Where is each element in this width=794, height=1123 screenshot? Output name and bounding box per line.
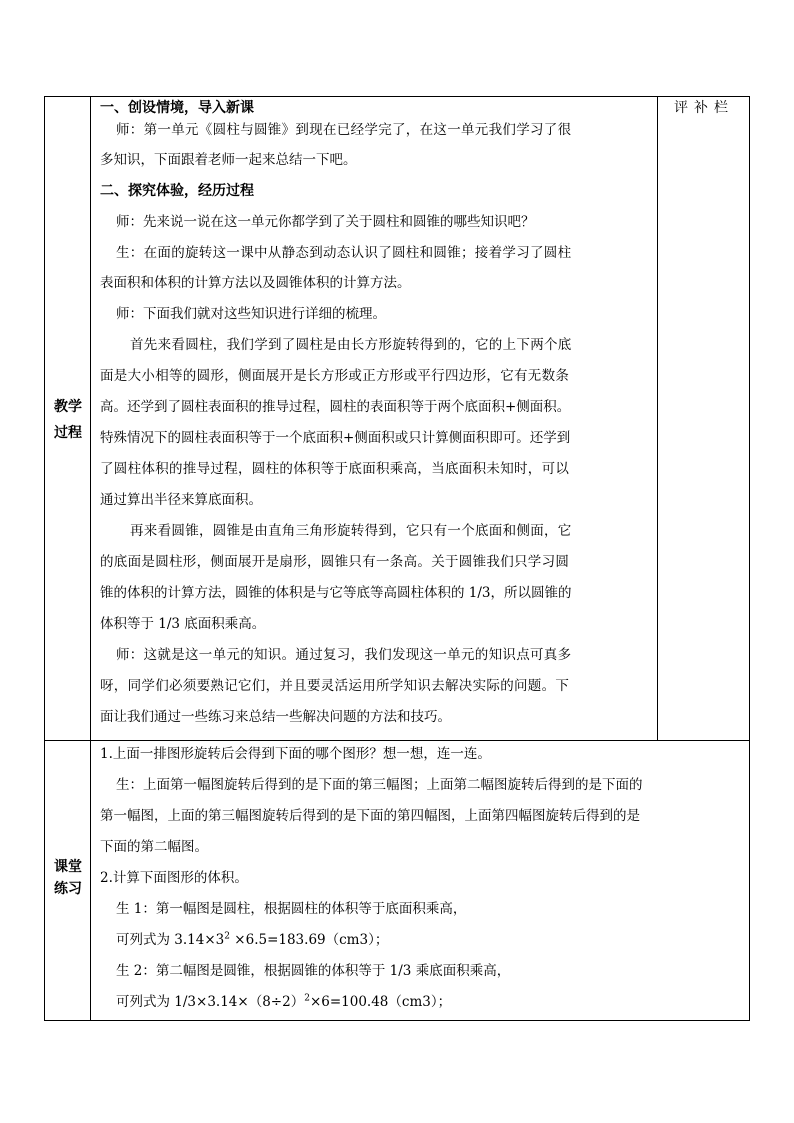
paragraph-line: 多知识，下面跟着老师一起来总结一下吧。	[100, 152, 357, 168]
paragraph-line: 师：下面我们就对这些知识进行详细的梳理。	[116, 306, 386, 322]
column-divider-review	[657, 96, 658, 740]
teaching-process-label	[45, 396, 91, 444]
student-2-formula	[116, 993, 451, 1011]
answer-line: 生：上面第一幅图旋转后得到的是下面的第三幅图；上面第二幅图旋转后得到的是下面的	[116, 777, 643, 793]
paragraph-line: 锥的体积的计算方法，圆锥的体积是与它等底等高圆柱体积的 1/3，所以圆锥的	[100, 585, 572, 601]
paragraph-line: 表面积和体积的计算方法以及圆锥体积的计算方法。	[100, 275, 411, 291]
classroom-practice-label	[45, 856, 91, 900]
paragraph-line: 高。还学到了圆柱表面积的推导过程，圆柱的表面积等于两个底面积+侧面积。	[100, 399, 571, 415]
section-heading-explore: 二、探究体验，经历过程	[100, 183, 254, 199]
paragraph-line: 师：这就是这一单元的知识。通过复习，我们发现这一单元的知识点可真多	[116, 647, 572, 663]
row-divider	[44, 740, 750, 741]
classroom-practice-label-line1: 课堂	[54, 859, 82, 875]
paragraph-line: 的底面是圆柱形，侧面展开是扇形，圆锥只有一条高。关于圆锥我们只学习圆	[100, 554, 570, 570]
section-heading-intro: 一、创设情境，导入新课	[100, 100, 254, 116]
formula-text: 可列式为 1/3×3.14×（8÷2）	[116, 994, 305, 1010]
formula-text: 可列式为 3.14×3	[116, 932, 225, 948]
paragraph-line: 体积等于 1/3 底面积乘高。	[100, 616, 266, 632]
question-1: 1.上面一排图形旋转后会得到下面的哪个图形？想一想，连一连。	[100, 746, 491, 762]
formula-text: ×6=100.48（cm3）；	[309, 994, 452, 1010]
paragraph-line: 特殊情况下的圆柱表面积等于一个底面积+侧面积或只计算侧面积即可。还学到	[100, 430, 571, 446]
paragraph-line: 再来看圆锥，圆锥是由直角三角形旋转得到，它只有一个底面和侧面，它	[130, 523, 572, 539]
paragraph-line: 面是大小相等的圆形，侧面展开是长方形或正方形或平行四边形，它有无数条	[100, 368, 570, 384]
student-1-answer: 生 1：第一幅图是圆柱，根据圆柱的体积等于底面积乘高，	[116, 901, 467, 917]
answer-line: 第一幅图，上面的第三幅图旋转后得到的是下面的第四幅图，上面第四幅图旋转后得到的是	[100, 808, 640, 824]
teaching-process-label-line2: 过程	[54, 425, 82, 441]
paragraph-line: 师：第一单元《圆柱与圆锥》到现在已经学完了，在这一单元我们学习了很	[116, 122, 572, 138]
paragraph-line: 呀，同学们必须要熟记它们，并且要灵活运用所学知识去解决实际的问题。下	[100, 678, 570, 694]
student-2-answer: 生 2：第二幅图是圆锥，根据圆锥的体积等于 1/3 乘底面积乘高，	[116, 963, 511, 979]
question-2: 2.计算下面图形的体积。	[100, 870, 248, 886]
paragraph-line: 面让我们通过一些练习来总结一些解决问题的方法和技巧。	[100, 709, 451, 725]
exponent: 2	[304, 993, 310, 1004]
formula-text: ×6.5=183.69（cm3）；	[230, 932, 389, 948]
paragraph-line: 生：在面的旋转这一课中从静态到动态认识了圆柱和圆锥；接着学习了圆柱	[116, 245, 572, 261]
classroom-practice-label-line2: 练习	[54, 881, 82, 897]
paragraph-line: 师：先来说一说在这一单元你都学到了关于圆柱和圆锥的哪些知识吧？	[116, 214, 535, 230]
answer-line: 下面的第二幅图。	[100, 839, 208, 855]
exponent: 2	[224, 931, 230, 942]
paragraph-line: 了圆柱体积的推导过程，圆柱的体积等于底面积乘高，当底面积未知时，可以	[100, 461, 570, 477]
student-1-formula	[116, 931, 388, 949]
paragraph-line: 通过算出半径来算底面积。	[100, 492, 262, 508]
paragraph-line: 首先来看圆柱，我们学到了圆柱是由长方形旋转得到的，它的上下两个底	[130, 337, 572, 353]
review-column-label: 评补栏	[674, 100, 734, 116]
teaching-process-label-line1: 教学	[54, 399, 82, 415]
